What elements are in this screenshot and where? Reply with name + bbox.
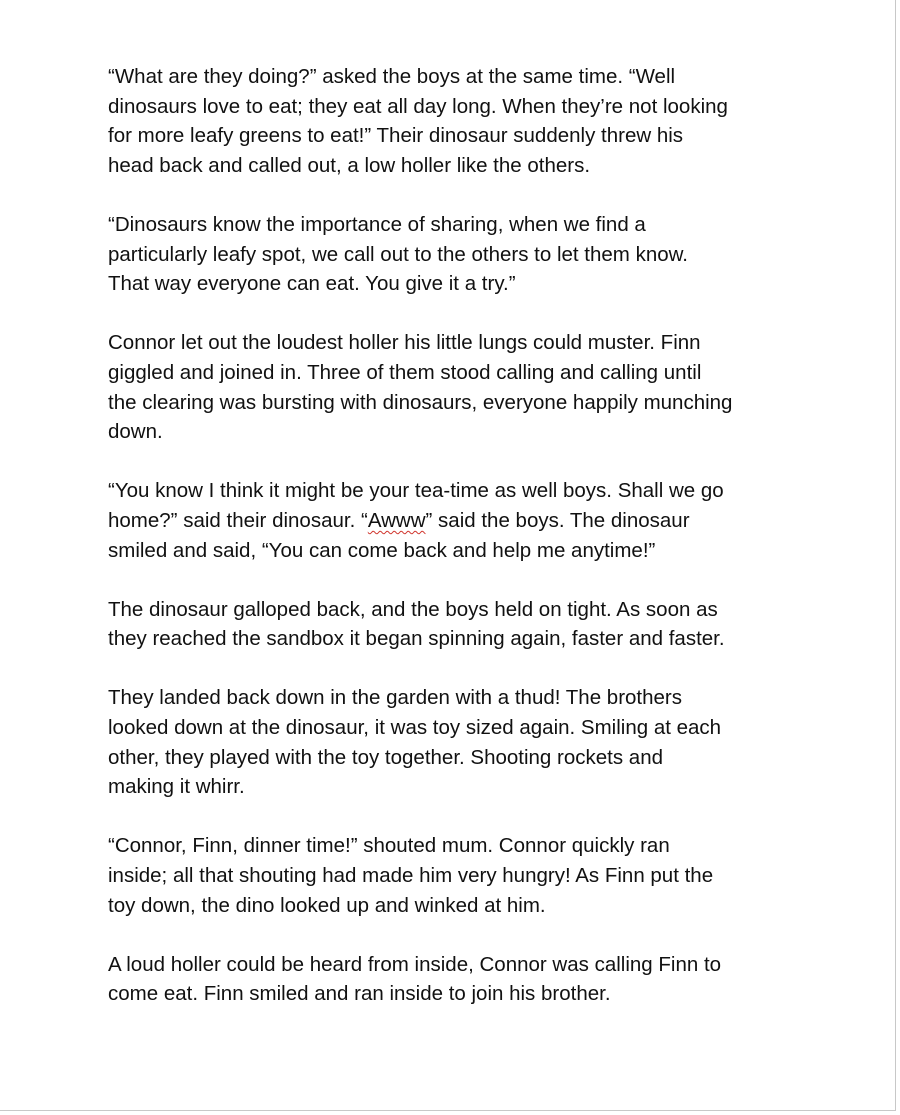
text-line: giggled and joined in. Three of them stood calling and calling until xyxy=(108,360,702,384)
text-line: for more leafy greens to eat!” Their dinosaur suddenly threw his xyxy=(108,124,684,148)
text-line: That way everyone can eat. You give it a try.” xyxy=(108,272,516,296)
text-segment: ” said the boys. The dinosaur xyxy=(425,508,690,532)
text-line: The dinosaur galloped back, and the boys held on tight. As soon as xyxy=(108,597,718,621)
text-line: toy down, the dino looked up and winked at him. xyxy=(108,893,546,917)
text-line: Connor let out the loudest holler his little lungs could muster. Finn xyxy=(108,331,701,355)
paragraph-6 xyxy=(108,683,808,801)
paragraph-7 xyxy=(108,831,808,920)
text-line: A loud holler could be heard from inside, Connor was calling Finn to xyxy=(108,952,722,976)
paragraph-4 xyxy=(108,476,808,565)
text-line: other, they played with the toy together. Shooting rockets and xyxy=(108,745,664,769)
text-line: down. xyxy=(108,420,163,444)
text-line: “What are they doing?” asked the boys at the same time. “Well xyxy=(108,65,676,88)
text-line: the clearing was bursting with dinosaurs, everyone happily munching xyxy=(108,390,733,414)
text-line: smiled and said, “You can come back and help me anytime!” xyxy=(108,538,656,562)
text-line: come eat. Finn smiled and ran inside to join his brother. xyxy=(108,982,611,1006)
text-line: They landed back down in the garden with a thud! The brothers xyxy=(108,686,682,710)
text-line: looked down at the dinosaur, it was toy sized again. Smiling at each xyxy=(108,716,722,740)
paragraph-8 xyxy=(108,950,808,1009)
text-line: “You know I think it might be your tea-time as well boys. Shall we go xyxy=(108,479,724,503)
paragraph-1 xyxy=(108,62,808,180)
text-line: inside; all that shouting had made him very hungry! As Finn put the xyxy=(108,864,714,888)
text-line: dinosaurs love to eat; they eat all day long. When they’re not looking xyxy=(108,94,728,118)
paragraph-5 xyxy=(108,595,808,654)
text-line: they reached the sandbox it began spinning again, faster and faster. xyxy=(108,627,725,651)
paragraph-2 xyxy=(108,210,808,299)
text-segment: home?” said their dinosaur. “ xyxy=(108,508,368,532)
text-line xyxy=(108,506,808,536)
text-line: making it whirr. xyxy=(108,775,245,799)
text-line: particularly leafy spot, we call out to the others to let them know. xyxy=(108,242,688,266)
text-line: head back and called out, a low holler like the others. xyxy=(108,153,591,177)
text-line: “Connor, Finn, dinner time!” shouted mum. Connor quickly ran xyxy=(108,834,670,858)
spelling-error-word[interactable]: Awww xyxy=(367,508,426,532)
text-line: “Dinosaurs know the importance of sharing, when we find a xyxy=(108,212,646,236)
document-body[interactable] xyxy=(108,62,808,1039)
paragraph-3 xyxy=(108,328,808,446)
